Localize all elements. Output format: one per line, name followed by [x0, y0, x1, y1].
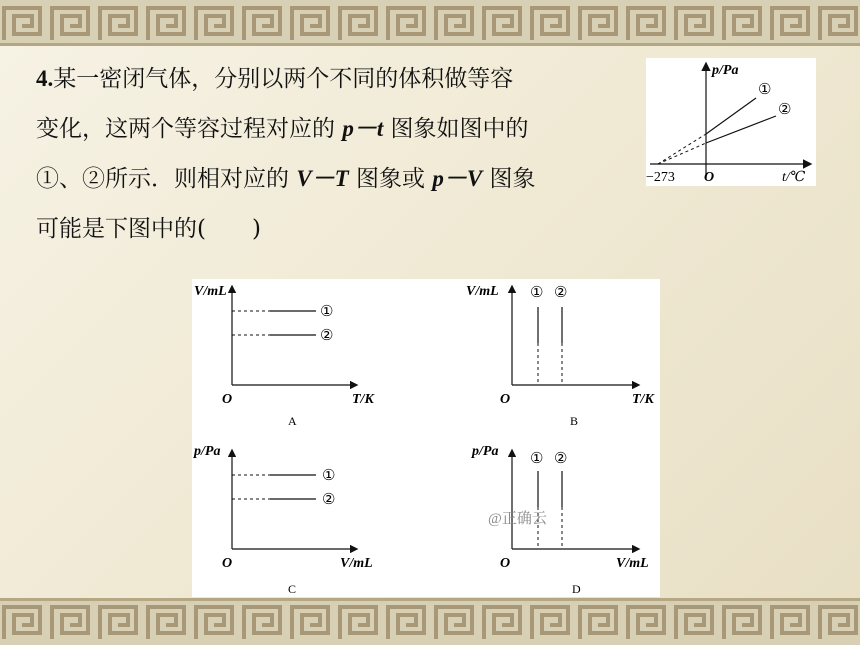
option-c-series-1: ① [322, 468, 336, 484]
pt-line-1-dashed [658, 134, 706, 164]
pt-line-1 [706, 98, 756, 134]
bottom-decorative-border [0, 598, 860, 645]
options-figure [192, 279, 660, 597]
pt-line-2-dashed [658, 143, 706, 164]
option-d-x-label: V/mL [616, 556, 649, 571]
option-d-y-label: p/Pa [472, 444, 499, 459]
option-d-series-2: ② [554, 451, 568, 467]
option-d-origin: O [500, 556, 511, 571]
option-d-graph [471, 444, 649, 596]
option-b-x-label: T/K [632, 392, 654, 407]
option-c-letter: C [288, 582, 297, 596]
pt-series-2-label: ② [778, 102, 792, 118]
pt-x-label: t/℃ [782, 170, 806, 185]
option-a-y-label: V/mL [194, 284, 227, 299]
option-c-y-label: p/Pa [194, 444, 221, 459]
option-a-letter: A [288, 414, 297, 428]
pt-intercept-label: −273 [646, 170, 675, 185]
option-b-origin: O [500, 392, 511, 407]
question-line-2: 变化，这两个等容过程对应的 p－t 图象如图中的 [36, 116, 529, 142]
option-d-series-1: ① [530, 451, 544, 467]
question-line-4: 可能是下图中的( ) [36, 216, 261, 242]
question-line-1: 4.某一密闭气体，分别以两个不同的体积做等容 [36, 66, 514, 92]
option-d-letter: D [572, 582, 581, 596]
option-a-origin: O [222, 392, 233, 407]
option-a-graph [194, 284, 375, 428]
option-b-y-label: V/mL [466, 284, 499, 299]
pt-y-label: p/Pa [712, 63, 739, 78]
option-b-letter: B [570, 414, 579, 428]
pt-graph [646, 58, 816, 186]
pt-origin-label: O [704, 170, 715, 185]
option-c-series-2: ② [322, 492, 336, 508]
option-b-series-1: ① [530, 285, 544, 301]
option-b-graph [466, 284, 655, 428]
option-b-series-2: ② [554, 285, 568, 301]
pt-line-2 [706, 116, 776, 143]
question-text [36, 54, 646, 254]
option-a-x-label: T/K [352, 392, 374, 407]
question-line-3: ①、②所示．则相对应的 V－T 图象或 p－V 图象 [36, 166, 536, 192]
option-c-graph [193, 444, 373, 596]
option-a-series-1: ① [320, 304, 334, 320]
option-a-series-2: ② [320, 328, 334, 344]
top-decorative-border [0, 0, 860, 46]
watermark: @正确云 [488, 511, 547, 527]
option-c-x-label: V/mL [340, 556, 373, 571]
pt-series-1-label: ① [758, 82, 772, 98]
option-c-origin: O [222, 556, 233, 571]
